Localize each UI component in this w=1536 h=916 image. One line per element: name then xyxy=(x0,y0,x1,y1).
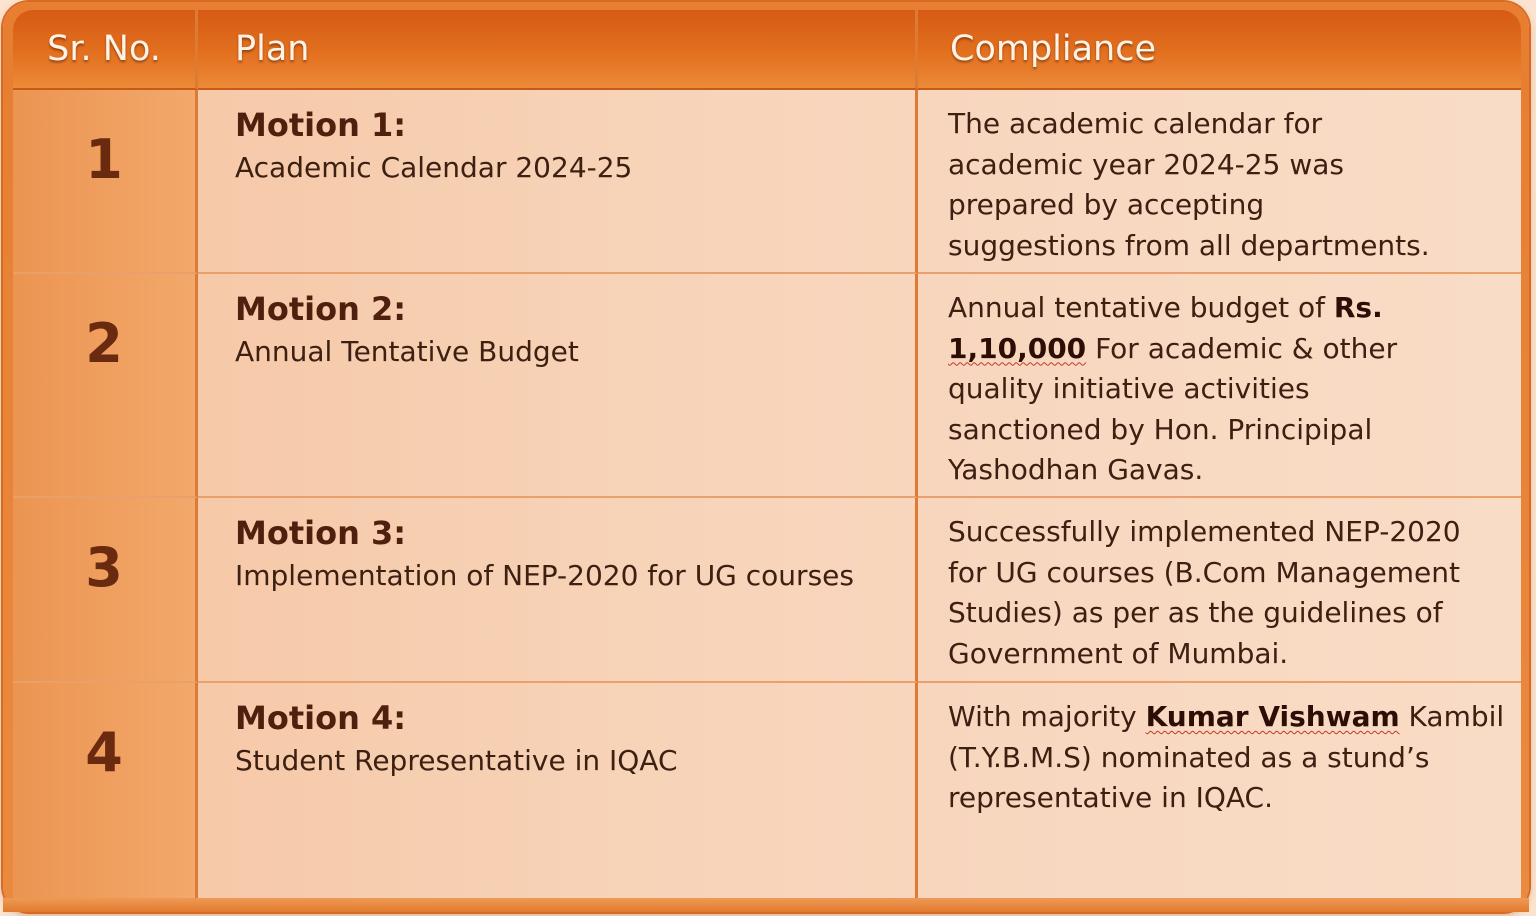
row-3-number xyxy=(13,498,198,683)
student-name: Kumar Vishwam xyxy=(1145,700,1400,733)
motion-plan-text: Academic Calendar 2024-25 xyxy=(235,151,633,184)
header-plan xyxy=(198,10,918,90)
compliance-line: The academic calendar for xyxy=(948,107,1323,140)
motion-title: Motion 4: xyxy=(235,699,407,737)
row-3-plan xyxy=(198,498,918,683)
plan-compliance-table xyxy=(13,10,1521,902)
row-1-number xyxy=(13,90,198,274)
header-sr-no-label: Sr. No. xyxy=(47,29,161,69)
row-2-number xyxy=(13,274,198,498)
compliance-line xyxy=(948,697,1511,738)
compliance-line: (T.Y.B.M.S) nominated as a stund’s xyxy=(948,740,1430,774)
compliance-line: suggestions from all departments. xyxy=(948,228,1430,262)
row-number: 4 xyxy=(85,721,123,784)
row-4-plan xyxy=(198,683,918,902)
compliance-text: Kambil xyxy=(1399,700,1505,733)
header-sr-no xyxy=(13,10,198,90)
motion-title: Motion 3: xyxy=(235,514,407,552)
row-1-compliance xyxy=(918,90,1521,274)
header-compliance-label: Compliance xyxy=(950,29,1157,69)
compliance-line xyxy=(948,329,1511,370)
compliance-line: representative in IQAC. xyxy=(948,781,1274,814)
motion-plan-text: Implementation of NEP-2020 for UG courses xyxy=(235,559,854,592)
compliance-line: prepared by accepting xyxy=(948,188,1265,221)
compliance-text: Annual tentative budget of xyxy=(948,291,1334,324)
header-plan-label: Plan xyxy=(235,29,310,69)
row-4-compliance xyxy=(918,683,1521,902)
compliance-line: Yashodhan Gavas. xyxy=(948,453,1204,486)
budget-amount: 1,10,000 xyxy=(948,331,1087,365)
motion-plan-text: Annual Tentative Budget xyxy=(235,335,579,368)
compliance-line: Government of Mumbai. xyxy=(948,636,1289,670)
compliance-text: With majority xyxy=(948,700,1146,733)
compliance-currency: Rs. xyxy=(1333,291,1383,324)
compliance-line: sanctioned by Hon. Principipal xyxy=(948,412,1373,446)
motion-title: Motion 1: xyxy=(235,106,407,144)
compliance-text: For academic & other xyxy=(1086,331,1398,365)
row-2-plan xyxy=(198,274,918,498)
row-number: 1 xyxy=(85,128,123,191)
row-4-number xyxy=(13,683,198,902)
row-1-plan xyxy=(198,90,918,274)
compliance-line: academic year 2024-25 was xyxy=(948,147,1344,181)
table-frame xyxy=(3,2,1529,912)
header-compliance xyxy=(918,10,1521,90)
compliance-line: Studies) as per as the guidelines of xyxy=(948,596,1443,629)
row-number: 2 xyxy=(85,312,123,375)
bottom-border xyxy=(3,898,1529,912)
row-3-compliance xyxy=(918,498,1521,683)
row-2-compliance xyxy=(918,274,1521,498)
compliance-line: for UG courses (B.Com Management xyxy=(948,555,1460,589)
compliance-line: quality initiative activities xyxy=(948,372,1310,405)
compliance-line xyxy=(948,288,1511,329)
motion-title: Motion 2: xyxy=(235,290,407,328)
row-number: 3 xyxy=(85,536,123,599)
motion-plan-text: Student Representative in IQAC xyxy=(235,744,678,777)
compliance-line: Successfully implemented NEP-2020 xyxy=(948,515,1461,548)
